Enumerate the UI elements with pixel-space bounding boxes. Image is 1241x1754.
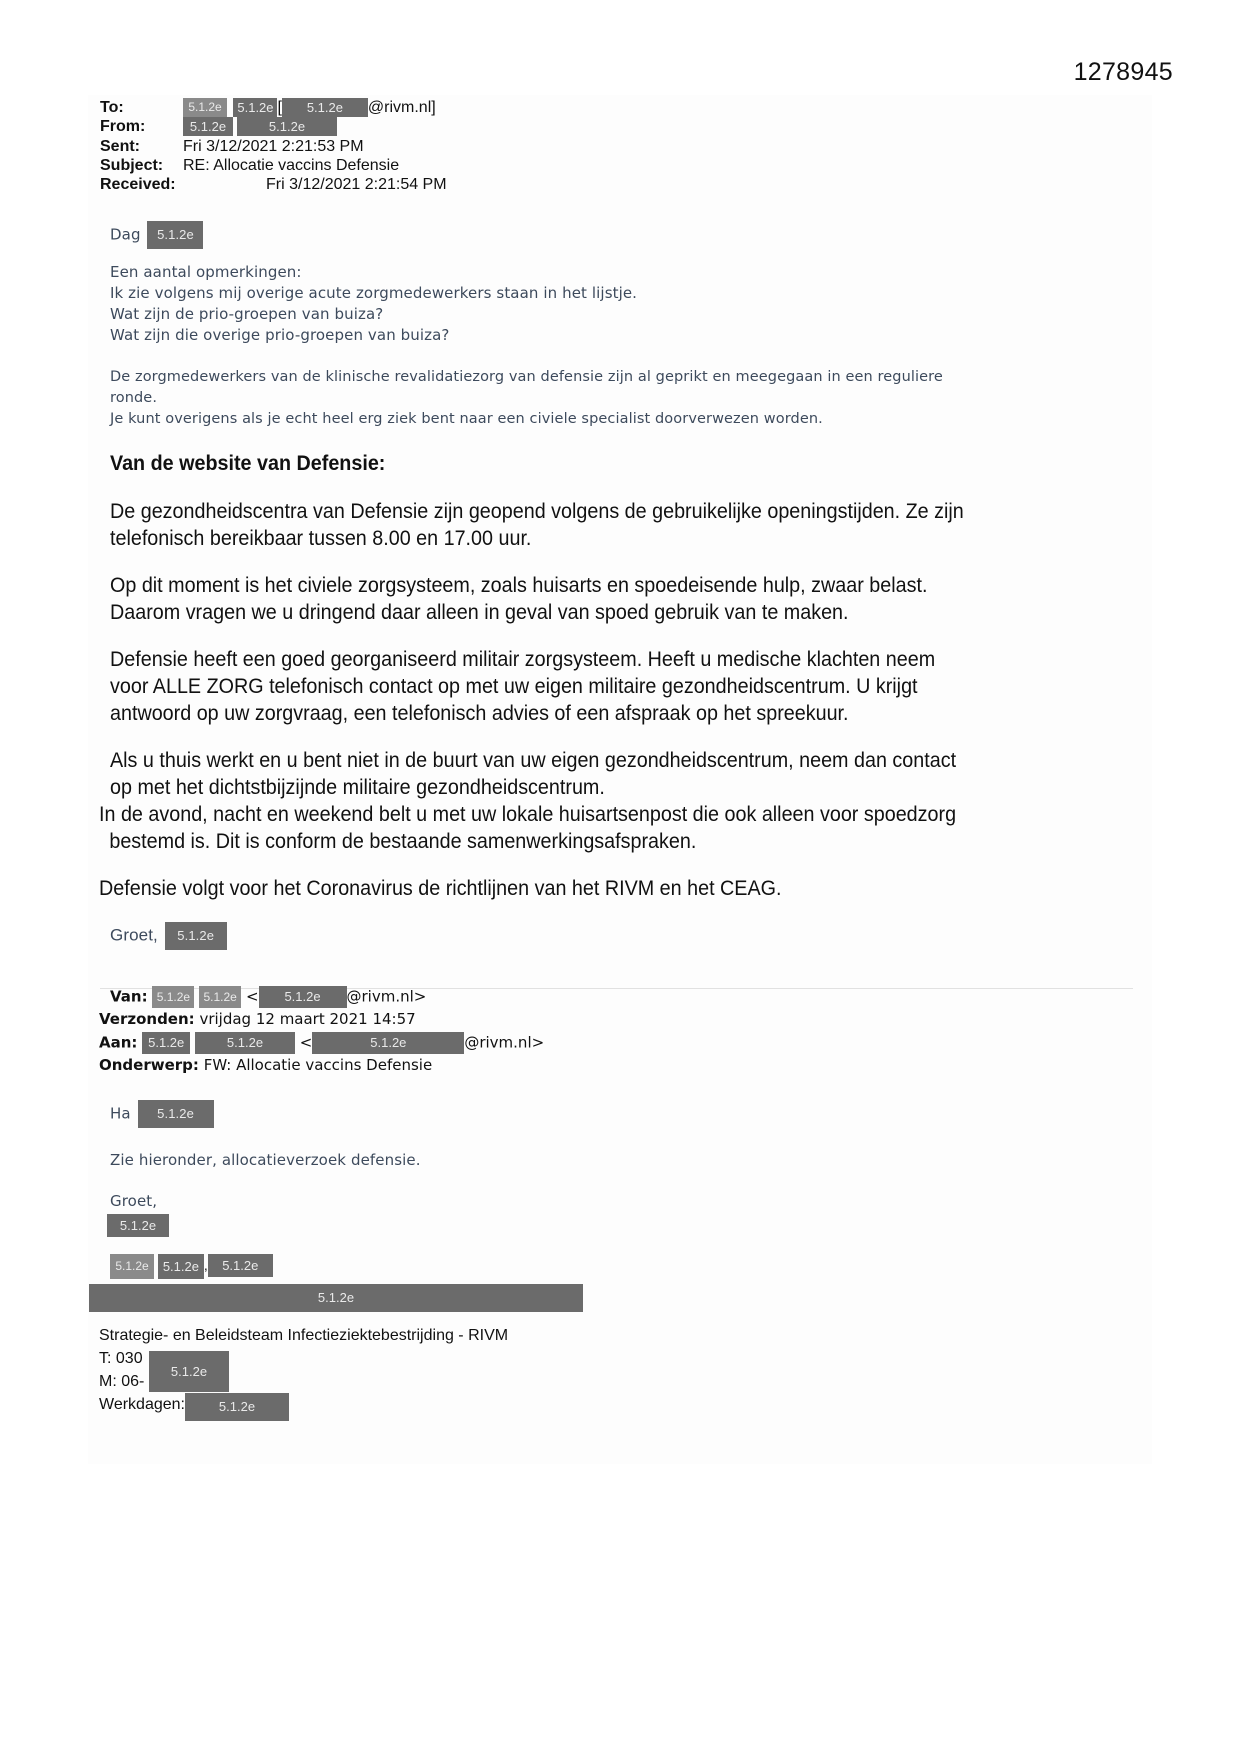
from-row (100, 117, 306, 137)
paragraph-line: De zorgmedewerkers van de klinische revalidatiezorg van defensie zijn al geprikt en meegegaan in een reguliere (110, 369, 943, 385)
van-open: < (245, 987, 259, 1006)
remark-line: Een aantal opmerkingen: (110, 263, 302, 281)
website-line: Als u thuis werkt en u bent niet in de buurt van uw eigen gezondheidscentrum, neem dan contact (110, 749, 957, 772)
website-paragraph (110, 572, 927, 626)
subject-value: RE: Allocatie vaccins Defensie (183, 157, 400, 174)
website-line: Defensie volgt voor het Coronavirus de richtlijnen van het RIVM en het CEAG. (99, 877, 782, 900)
redaction: 5.1.2e (237, 117, 337, 136)
redaction: 5.1.2e (110, 1254, 154, 1279)
website-line: op met het dichtstbijzijnde militaire gezondheidscentrum. (110, 776, 605, 799)
paragraph-line: ronde. (110, 390, 158, 406)
redaction: 5.1.2e (183, 98, 227, 117)
verzonden-value: vrijdag 12 maart 2021 14:57 (199, 1010, 416, 1028)
van-row (110, 986, 426, 1008)
website-heading: Van de website van Defensie: (110, 452, 386, 475)
remark-line: Wat zijn de prio-groepen van buiza? (110, 305, 384, 323)
sent-value: Fri 3/12/2021 2:21:53 PM (183, 138, 364, 155)
redaction: 5.1.2e (165, 922, 227, 950)
redaction: 5.1.2e (199, 986, 241, 1008)
redaction: 5.1.2e (142, 1032, 190, 1054)
forward-message-line: Zie hieronder, allocatieverzoek defensie. (110, 1151, 421, 1169)
document-id-number: 1278945 (1073, 58, 1173, 86)
website-paragraph (110, 646, 935, 727)
website-line: antwoord op uw zorgvraag, een telefonisch advies of een afspraak op het spreekuur. (110, 702, 849, 725)
sig-comma: , (203, 1257, 208, 1274)
signature-workdays (99, 1393, 289, 1421)
redaction: 5.1.2e (185, 1393, 289, 1421)
reply-paragraph (110, 367, 943, 430)
subject-row (100, 156, 400, 176)
website-line: De gezondheidscentra van Defensie zijn geopend volgens de gebruikelijke openingstijden. Ze zijn (110, 500, 964, 523)
redaction: 5.1.2e (233, 98, 277, 117)
website-paragraph (99, 875, 781, 902)
sent-label: Sent: (100, 138, 140, 155)
to-email-domain: @rivm.nl] (367, 99, 436, 116)
van-label: Van: (110, 987, 148, 1006)
received-label: Received: (100, 176, 176, 193)
onderwerp-row (99, 1055, 432, 1076)
verzonden-label: Verzonden: (99, 1010, 195, 1028)
signature-phone: T: 030 (99, 1350, 143, 1367)
remark-line: Wat zijn die overige prio-groepen van buiza? (110, 326, 450, 344)
website-line: Op dit moment is het civiele zorgsysteem, zoals huisarts en spoedeisende hulp, zwaar belast. (110, 574, 928, 597)
subject-label: Subject: (100, 157, 164, 174)
to-label: To: (100, 99, 124, 116)
van-email-domain: @rivm.nl> (346, 987, 427, 1006)
greeting-text: Dag (110, 225, 141, 244)
closing-text: Groet, (110, 925, 158, 945)
redaction: 5.1.2e (208, 1254, 273, 1277)
redaction: 5.1.2e (158, 1254, 204, 1279)
website-line: Defensie heeft een goed georganiseerd militair zorgsysteem. Heeft u medische klachten neem (110, 648, 936, 671)
website-line: voor ALLE ZORG telefonisch contact op met uw eigen militaire gezondheidscentrum. U krijgt (110, 675, 918, 698)
greeting-text: Ha (110, 1104, 131, 1123)
redaction: 5.1.2e (259, 986, 347, 1008)
aan-row (99, 1032, 544, 1054)
website-line: telefonisch bereikbaar tussen 8.00 en 17.00 uur. (110, 527, 532, 550)
reply-closing (110, 922, 227, 950)
phone-redaction-wrap (149, 1351, 229, 1392)
redaction: 5.1.2e (149, 1351, 229, 1392)
onderwerp-value: FW: Allocatie vaccins Defensie (203, 1056, 433, 1074)
to-bracket: [ (277, 99, 282, 116)
redaction: 5.1.2e (89, 1284, 583, 1312)
from-label: From: (100, 118, 146, 135)
paragraph-line: Je kunt overigens als je echt heel erg ziek bent naar een civiele specialist doorverwezen worden. (110, 411, 823, 427)
website-paragraph (110, 498, 964, 552)
onderwerp-label: Onderwerp: (99, 1056, 199, 1074)
forward-closing-redaction-wrap (107, 1214, 169, 1237)
remarks-list (110, 262, 637, 346)
website-line: bestemd is. Dit is conform de bestaande samenwerkingsafspraken. (109, 830, 697, 853)
forward-greeting (110, 1100, 214, 1128)
redaction: 5.1.2e (195, 1032, 295, 1054)
to-row (100, 98, 436, 118)
redaction: 5.1.2e (312, 1032, 464, 1054)
workdays-label: Werkdagen: (99, 1396, 185, 1413)
sent-row (100, 137, 364, 157)
website-paragraph (110, 747, 956, 801)
remark-line: Ik zie volgens mij overige acute zorgmedewerkers staan in het lijstje. (110, 284, 638, 302)
received-row (100, 175, 447, 195)
received-value: Fri 3/12/2021 2:21:54 PM (266, 176, 447, 193)
aan-label: Aan: (99, 1033, 138, 1052)
verzonden-row (99, 1009, 416, 1030)
signature-name-redactions (110, 1254, 273, 1279)
redaction: 5.1.2e (152, 986, 194, 1008)
website-line: Daarom vragen we u dringend daar alleen in geval van spoed gebruik van te maken. (110, 601, 849, 624)
signature-wide-redaction-wrap (89, 1284, 583, 1312)
redaction: 5.1.2e (183, 117, 233, 136)
redaction: 5.1.2e (138, 1100, 214, 1128)
redaction: 5.1.2e (147, 221, 203, 249)
signature-mobile: M: 06- (99, 1373, 145, 1390)
redaction: 5.1.2e (107, 1214, 169, 1237)
reply-greeting (110, 221, 203, 249)
aan-email-domain: @rivm.nl> (464, 1033, 545, 1052)
aan-open: < (299, 1033, 313, 1052)
website-line: In de avond, nacht en weekend belt u met uw lokale huisartsenpost die ook alleen voor spoedzorg (99, 803, 957, 826)
website-paragraph (99, 801, 956, 855)
redaction: 5.1.2e (282, 98, 368, 117)
signature-team: Strategie- en Beleidsteam Infectieziektebestrijding - RIVM (99, 1327, 509, 1344)
forward-closing: Groet, (110, 1192, 158, 1210)
